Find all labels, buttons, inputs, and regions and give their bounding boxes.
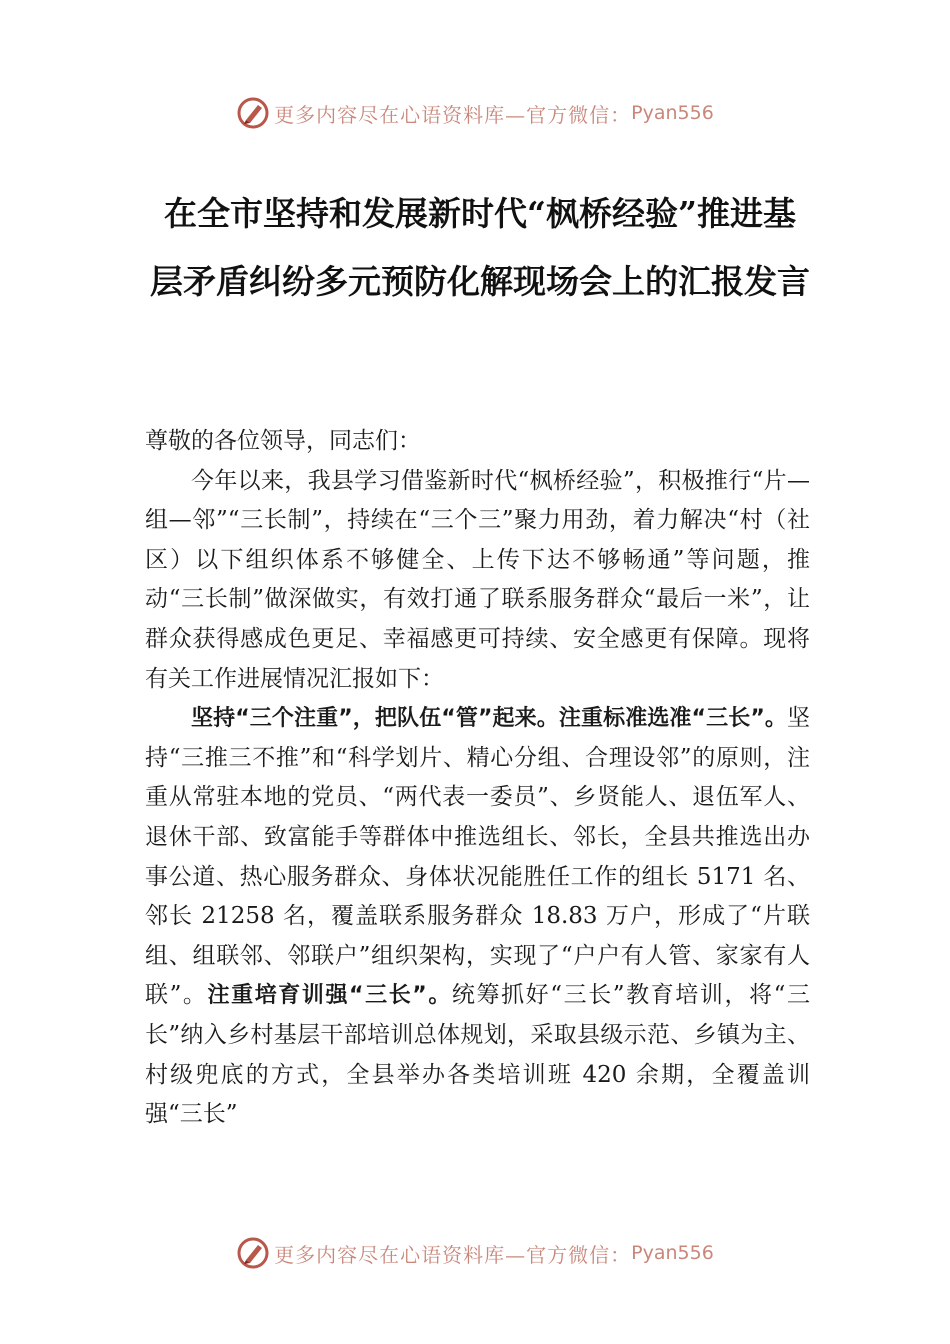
section1-sub2-heading: 注重培育训强“三长”。: [207, 983, 452, 1009]
pen-logo-icon: [236, 1236, 270, 1270]
watermark-account: Pyan556: [631, 102, 714, 124]
watermark-account: Pyan556: [631, 1242, 714, 1264]
paragraph-section1: [145, 699, 810, 1135]
section1-heading: 坚持“三个注重”，把队伍“管”起来。: [191, 706, 559, 732]
document-body: [145, 422, 810, 1135]
watermark-text: 更多内容尽在心语资料库—官方微信：: [274, 1242, 632, 1267]
pen-logo-icon: [236, 96, 270, 130]
watermark-text: 更多内容尽在心语资料库—官方微信：: [274, 102, 632, 127]
watermark-footer: [0, 1236, 950, 1270]
section1-sub1-heading: 注重标准选准“三长”。: [558, 706, 788, 732]
salutation: 尊敬的各位领导，同志们：: [145, 428, 421, 454]
section1-sub1-text: 坚持“三推三不推”和“科学划片、精心分组、合理设邻”的原则，注重从常驻本地的党员、“两代表一委员”、乡贤能人、退伍军人、退休干部、致富能手等群体中推选组长、邻长，全县共推选出办事公道、热心服务群众、身体状况能胜任工作的组长 5171 名、邻长 21258 名，覆盖联系服务群众 18.83 万户，形成了“片联组、组联邻、邻联户”组织架构，实现了“户户有人管、家家有人联”。: [145, 705, 811, 1009]
watermark-header: [0, 96, 950, 130]
section1-sub2-text: 统筹抓好“三长”教育培训，将“三长”纳入乡村基层干部培训总体规划，采取县级示范、乡镇为主、村级兜底的方式，全县举办各类培训班 420 余期，全覆盖训强“三长”: [145, 982, 811, 1128]
document-title: 在全市坚持和发展新时代“枫桥经验”推进基层矛盾纠纷多元预防化解现场会上的汇报发言: [150, 194, 810, 301]
paragraph-intro: 今年以来，我县学习借鉴新时代“枫桥经验”，积极推行“片—组—邻”“三长制”，持续在“三个三”聚力用劲，着力解决“村（社区）以下组织体系不够健全、上传下达不够畅通”等问题，推动“三长制”做深做实，有效打通了联系服务群众“最后一米”，让群众获得感成色更足、幸福感更可持续、安全感更有保障。现将有关工作进展情况汇报如下：: [145, 467, 810, 692]
